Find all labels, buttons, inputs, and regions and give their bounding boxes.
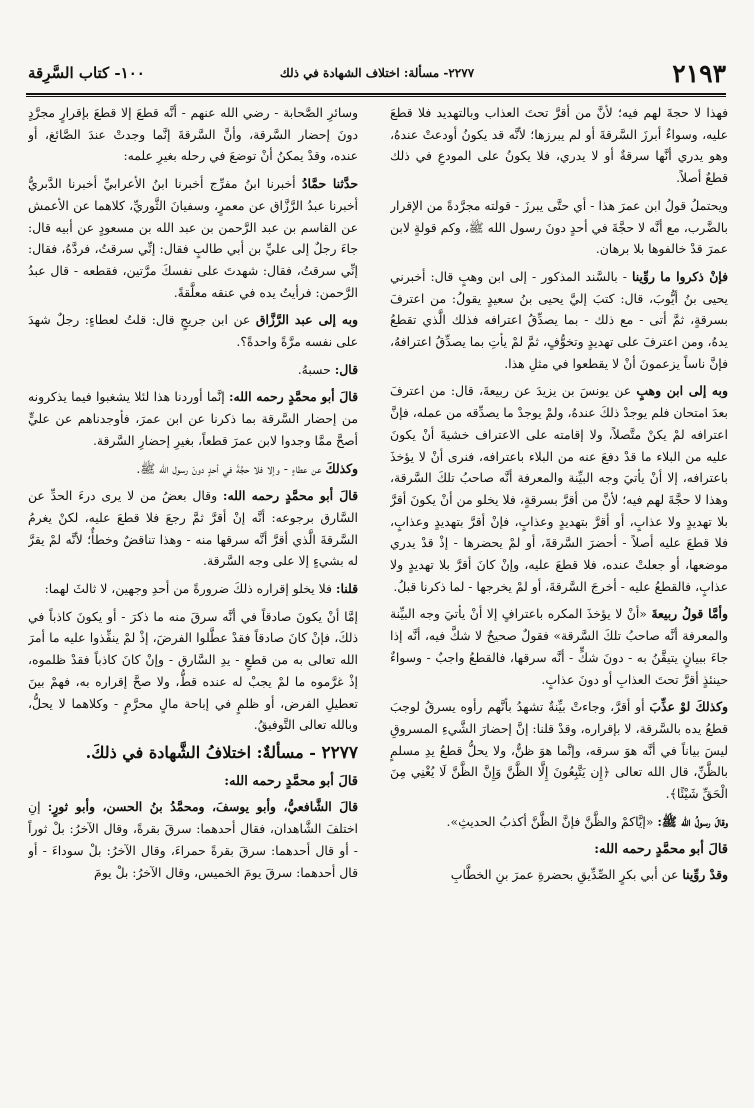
paragraph — [28, 606, 358, 736]
right-column — [390, 102, 728, 1102]
paragraph-text: «أنْ لا يؤخذَ المكره باعترافٍ إلا أنْ يأتيَ وجه البيِّنة والمعرفة أنَّه صاحبُ تلكَ السَّرقة» فقولٌ صحيحٌ لا شكَّ فيه، أنَّه إذا جاءَ ببيانٍ يتيقَّنُ به - دونَ شكٍّ - أنَّه سرقها، فالقطعُ واجبٌ - وسواءٌ حينئذٍ أقرَّ تحتَ العذابِ أو دونَ عذابٍ. — [390, 606, 728, 687]
paragraph — [28, 359, 358, 381]
paragraph-text: ويحتملُ قولُ ابن عمرَ هذا - أي حتَّى يبرزَ - قولته مجرَّدةً من الإقرار بالضَّرب، مع أنَّه لا حجَّةَ في أحدٍ دونَ رسول الله ﷺ، وكم قولةٍ لابن عمرَ قدْ خالفوها بلا برهان. — [390, 197, 728, 257]
paragraph — [28, 458, 358, 480]
issue-title — [28, 742, 358, 765]
paragraph-text: أخبرنا ابنُ مفرِّج أخبرنا ابنُ الأعرابيِّ أخبرنا الدَّبريُّ أخبرنا عبدُ الرَّزَّاق عن معمرٍ، وسفيانَ الثَّوريِّ، كلاهما عن الأعمش عن القاسم بن عبد الرَّحمن بن عبد الله بن مسعودٍ عن أبيه قال: جاءَ رجلٌ إلى عليِّ بن أبي طالبٍ فقال: إنِّي سرقتُ، فردَّهُ، فقال: إنِّي سرقتُ، فقال: شهدتَ على نفسكَ مرَّتين، فقطعه - قال عبدُ الرَّحمن: فرأيتُ يده في عنقه معلَّقةً. — [28, 176, 358, 300]
paragraph-lead: وقدْ روِّينا — [682, 867, 728, 883]
issue-number: ٢٢٧٧ — [321, 742, 358, 763]
paragraph — [28, 796, 358, 883]
paragraph-lead: فإنْ ذكروا ما روِّينا — [631, 268, 728, 284]
paragraph — [28, 102, 358, 167]
paragraph-lead: قالَ الشَّافعيُّ، وأبو يوسفَ، ومحمَّدُ بنُ الحسن، وأبو ثورٍ: — [47, 799, 358, 815]
section-heading: قالَ أبو محمَّدٍ رحمه الله: — [224, 773, 358, 789]
paragraph — [390, 864, 728, 886]
paragraph-lead: قال: — [334, 361, 358, 377]
page-number: ٢١٩٣ — [672, 59, 726, 88]
paragraph — [28, 578, 358, 600]
paragraph — [390, 102, 728, 189]
paragraph-lead: قالَ أبو محمَّدٍ رحمه الله: — [222, 488, 358, 504]
paragraph-text: عن ابن جريجٍ قال: قلتُ لعطاءٍ: رجلٌ شهدَ على نفسه مرَّةً واحدةً؟. — [28, 312, 358, 350]
paragraph-lead: وكذلكَ لوْ عذِّبَ — [649, 699, 728, 715]
paragraph-lead: وكذلكَ — [325, 460, 358, 476]
paragraph-text: فلا يخلو إقراره ذلكَ ضرورةً من أحدِ وجهين، لا ثالثَ لهما: — [44, 581, 336, 597]
paragraph — [28, 173, 358, 303]
paragraph — [390, 696, 728, 805]
page-header — [28, 60, 726, 88]
section-heading: قالَ أبو محمَّدٍ رحمه الله: — [594, 841, 728, 857]
paragraph-lead: وبه إلى ابن وهبٍ — [636, 383, 728, 399]
paragraph-text: عن يونسَ بن يزيدَ عن ربيعةَ، قال: من اعترفَ بعدَ امتحان فلم يوجدْ ذلكَ عندهُ، ولمْ يوجدْ ما يصدِّقه من عمله، فإنَّ اعترافه لمْ يكنْ متَّصلاً، ولا إقامته على الاعتراف خشيةَ أنْ يكونَ عليه من البلاء ما قدْ دفعَ عنه من البلاء باعترافه، فنرى أنْ لا يؤخذَ باعترافه، إلا أنْ يأتيَ وجه البيِّنة والمعرفة أنَّه صاحبُ تلكَ السَّرقة، وهذا لا حجَّةَ لهم فيه؛ لأنَّ من أقرَّ بسرقةٍ، فلا يخلو من أنْ يكونَ أقرَّ بلا تهديدٍ ولا عذابٍ، أو أقرَّ بتهديدٍ وعذابٍ، فإنْ أقرَّ بتهديدٍ وعذابٍ، فلا قطعَ عليه أصلاً - أحضرَ السَّرقةَ، أو لمْ يحضرها - إذْ قدْ يدري موضعها، أو جعلتْ عنده، فلا قطعَ عليه، وإنْ كانَ أقرَّ بلا تهديدٍ ولا عذابٍ، فالقطعُ عليه - أخرجَ السَّرقةَ، أو لمْ يخرجها - لما ذكرنا قبلُ. — [390, 383, 728, 594]
issue-title-text: - مسألةٌ: اختلافُ الشَّهادة في ذلكَ. — [85, 742, 322, 762]
left-column — [28, 102, 358, 1102]
paragraph — [28, 309, 358, 352]
running-title: ٢٢٧٧- مسألة: اختلاف الشهادة في ذلك — [279, 66, 475, 80]
paragraph-lead: وقالَ رسولُ الله ﷺ: — [657, 813, 728, 829]
header-rule — [26, 93, 726, 95]
header-rule-thin — [26, 96, 726, 97]
paragraph — [390, 811, 728, 833]
paragraph-lead: وأمَّا قولُ ربيعةَ — [651, 606, 728, 622]
paragraph-text: وسائرِ الصَّحابة - رضي الله عنهم - أنَّه قطعَ إلا قطعَ بإقرارٍ مجرَّدٍ دونَ إحضار السَّرقة، وأنَّ السَّرقةَ إنَّما وجدتْ عندَ الصَّائغ، أو عنده، وقدْ يمكنُ أنْ توضعَ في رحله بغيرِ علمه: — [28, 105, 358, 164]
paragraph — [28, 386, 358, 451]
paragraph-text: عن أبي بكرٍ الصِّدِّيقِ بحضرةِ عمرَ بنِ الخطَّابِ — [450, 867, 683, 883]
paragraph-text: - بالسَّند المذكور - إلى ابن وهبٍ قال: أخبرني يحيى بنُ أيُّوبَ، قال: كتبَ إليَّ يحيى بنُ سعيدٍ يقولُ: من اعترفَ بسرقةٍ، ثمَّ أتى - مع ذلك - بما يصدِّقُ اعترافه فذلك الَّذي تقطعُ يدهُ، ومن اعترفَ على تهديدٍ وتخوُّفٍ، ثمَّ لمْ يأتِ بما يصدِّقُ اعترافهُ، فإنَّ ناساً يزعمونَ أنْ لا يقطعوا في مثلِ هذا. — [390, 268, 728, 371]
paragraph-text: حسبهُ. — [297, 361, 335, 377]
paragraph-text: «إيَّاكمْ والظَّنَّ فإنَّ الظَّنَّ أكذبُ الحديثِ». — [446, 813, 658, 829]
paragraph — [390, 266, 728, 375]
paragraph-lead: حدَّثنا حمَّادُ — [301, 176, 358, 192]
paragraph — [390, 380, 728, 597]
paragraph-text: وقال بعضُ من لا يرى درءَ الحدِّ عن السَّارق برجوعه: أنَّه إنْ أقرَّ ثمَّ رجعَ فلا قطعَ عليه، لكنْ يغرمُ السَّرقةَ الَّذي أقرَّ أنَّه سرقها منه - وهذا تناقضٌ وخطأٌ؛ لأنَّه لمْ يقرَّ له بشيءٍ إلا على وجه السَّرقة. — [28, 488, 358, 569]
paragraph-lead: قالَ أبو محمَّدٍ رحمه الله: — [228, 389, 358, 405]
paragraph-lead: قلنا: — [335, 581, 358, 597]
paragraph-text: إنَّما أوردنا هذا لئلا يشغبوا فيما يذكرونه من إحضار السَّرقة بما ذكرنا عن ابن عمرَ، فأوجدناهم عن عليٍّ أصحَّ ممَّا وجدوا لابن عمرَ قطعاً، بغيرِ إحضارِ السَّرقة. — [28, 389, 358, 448]
paragraph — [390, 195, 728, 260]
paragraph-text: إمَّا أنْ يكونَ صادقاً في أنَّه سرقَ منه ما ذكرَ - أو يكونَ كاذباً في ذلكَ، فإنْ كانَ صادقاً فقدْ عطَّلوا الفرضَ، إذْ لمْ ينفِّذوا عليه ما أمرَ الله تعالى به من قطعٍ - يدِ السَّارق - وإنْ كانَ كاذباً فقدْ ظلموه، إذْ غرَّموه ما لمْ يجبْ له عنده قطُّ، ولا صحَّ إقراره به، فهمْ بينَ تعطيلِ الفرض، أو ظلمٍ في إباحة مالٍ محرَّمٍ - وكلاهما لا يحلُّ، وبالله تعالى التَّوفيقُ. — [28, 608, 358, 733]
paragraph — [28, 485, 358, 572]
paragraph-text: أو أقرَّ، وجاءتْ بيِّنةٌ تشهدُ بأنَّهم رأوه يسرقُ لوجبَ قطعُ يده بالسَّرقة، لا بإقراره، وقدْ قلنا: إنَّ إحضارَ الشَّيءِ المسروقِ ليسَ بياناً في أنَّه هوَ سرقه، وإنَّما هوَ ظنٌّ، ولا يحلُّ قطعُ يدِ مسلمٍ بالظَّنِّ، قال الله تعالى ﴿إِن يَتَّبِعُونَ إِلَّا الظَّنَّ وَإِنَّ الظَّنَّ لَا يُغْنِي مِنَ الْحَقِّ شَيْئًا﴾. — [390, 699, 728, 802]
paragraph — [390, 603, 728, 690]
book-title: ١٠٠- كتاب السَّرِقة — [28, 64, 145, 82]
paragraph-text: إنِ اختلفَ الشَّاهدان، فقال أحدهما: سرقَ بقرةً، وقال الآخرُ: بلْ ثوراً - أو قال أحدهما: سرقَ بقرةً حمراءَ، وقال الآخرُ: بلْ سوداءَ - أو قال أحدهما: سرقَ يومَ الخميس، وقال الآخرُ: بلْ يومَ — [28, 799, 358, 880]
paragraph-text: عن عطاءٍ - وإلا فلا حجَّةَ في أحدٍ دونَ رسول الله ﷺ. — [136, 460, 326, 476]
paragraph-lead: وبه إلى عبد الرَّزَّاق — [255, 312, 358, 328]
paragraph-text: فهذا لا حجةَ لهم فيه؛ لأنَّ من أقرَّ تحتَ العذاب وبالتهديد فلا قطعَ عليه، وسواءٌ أبرزَ السَّرقةَ أو لم يبرزها؛ لأنَّه قد يكونُ أودعتْ عندهُ، وهو يدري أنَّها سرقةٌ أو لا يدري، فلا يكونُ على المودعِ في ذلك قطعٌ أصلاً. — [390, 105, 728, 186]
